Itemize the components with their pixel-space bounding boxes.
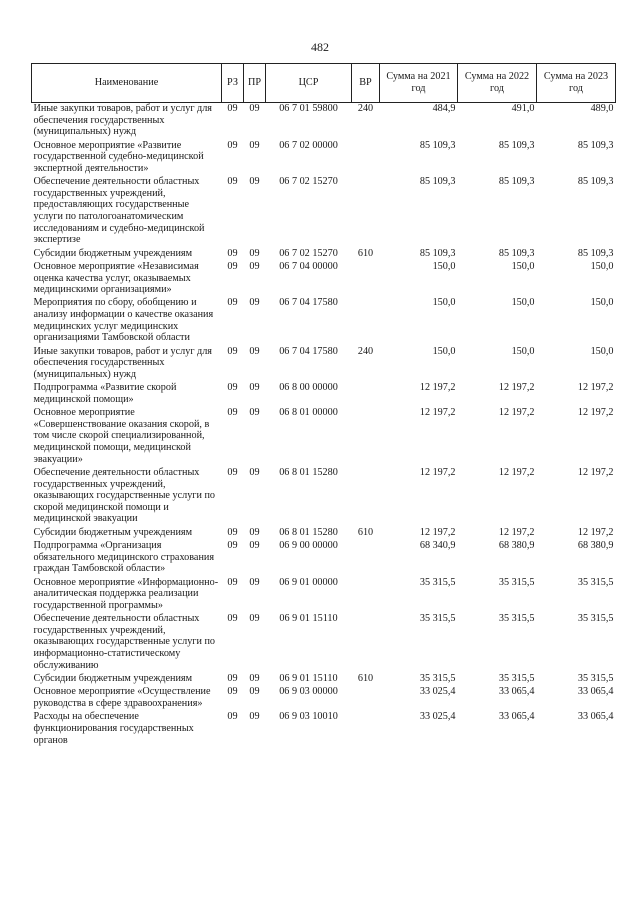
cell-csr: 06 9 01 00000 bbox=[279, 576, 338, 588]
cell-sum-2023: 489,0 bbox=[590, 103, 614, 114]
cell-csr: 06 9 00 00000 bbox=[279, 540, 338, 552]
cell-pr: 09 bbox=[249, 466, 260, 478]
table-header bbox=[32, 64, 616, 103]
cell-vr bbox=[352, 261, 380, 298]
cell-csr: 06 8 01 15280 bbox=[279, 526, 338, 538]
cell-vr: 610 bbox=[357, 673, 374, 685]
cell-csr: 06 8 01 15280 bbox=[279, 466, 338, 478]
cell-vr bbox=[352, 176, 380, 247]
cell-sum-2021: 35 315,5 bbox=[419, 613, 456, 625]
cell-rz: 09 bbox=[227, 711, 238, 723]
cell-sum-2023: 35 315,5 bbox=[577, 576, 614, 588]
cell-name: Основное мероприятие «Осуществление руководства в сфере здравоохранения» bbox=[33, 686, 211, 710]
cell-sum-2021: 12 197,2 bbox=[419, 407, 456, 419]
cell-csr: 06 9 03 10010 bbox=[279, 711, 338, 723]
cell-name: Расходы на обеспечение функционирования государственных органов bbox=[33, 711, 194, 746]
cell-rz: 09 bbox=[227, 345, 238, 357]
cell-sum-2022: 85 109,3 bbox=[498, 139, 535, 151]
table-body bbox=[32, 103, 616, 749]
table-row bbox=[32, 711, 616, 748]
cell-vr: 610 bbox=[357, 247, 374, 259]
cell-sum-2021: 12 197,2 bbox=[419, 526, 456, 538]
cell-name: Обеспечение деятельности областных государственных учреждений, предоставляющих государственные услуги по патологоанатомическим исследованиям и судебно-медицинской экспертизе bbox=[33, 176, 205, 246]
cell-pr: 09 bbox=[249, 176, 260, 188]
cell-sum-2021: 85 109,3 bbox=[419, 176, 456, 188]
cell-sum-2021: 484,9 bbox=[432, 103, 456, 114]
cell-sum-2021: 12 197,2 bbox=[419, 382, 456, 394]
cell-rz: 09 bbox=[227, 176, 238, 188]
table-row bbox=[32, 261, 616, 298]
header-sum-2022: Сумма на 2022 год bbox=[458, 64, 537, 103]
table-row bbox=[32, 577, 616, 614]
header-sum-2021: Сумма на 2021 год bbox=[380, 64, 458, 103]
cell-sum-2022: 35 315,5 bbox=[498, 576, 535, 588]
cell-csr: 06 8 01 00000 bbox=[279, 407, 338, 419]
cell-name: Основное мероприятие «Информационно-аналитическая поддержка реализации государственной программы» bbox=[33, 576, 219, 611]
cell-pr: 09 bbox=[249, 345, 260, 357]
cell-csr: 06 9 03 00000 bbox=[279, 686, 338, 698]
cell-vr bbox=[352, 577, 380, 614]
cell-name: Основное мероприятие «Развитие государственной судебно-медицинской экспертной деятельности» bbox=[33, 139, 204, 174]
cell-sum-2023: 12 197,2 bbox=[577, 466, 614, 478]
cell-sum-2022: 33 065,4 bbox=[498, 711, 535, 723]
cell-name: Подпрограмма «Развитие скорой медицинской помощи» bbox=[33, 382, 177, 405]
cell-sum-2023: 35 315,5 bbox=[577, 673, 614, 685]
cell-sum-2023: 33 065,4 bbox=[577, 686, 614, 698]
cell-vr bbox=[352, 686, 380, 711]
table-row bbox=[32, 467, 616, 527]
cell-pr: 09 bbox=[249, 613, 260, 625]
cell-sum-2022: 150,0 bbox=[511, 297, 535, 309]
cell-name: Иные закупки товаров, работ и услуг для обеспечения государственных (муниципальных) нужд bbox=[33, 345, 212, 380]
cell-rz: 09 bbox=[227, 382, 238, 394]
cell-name: Иные закупки товаров, работ и услуг для обеспечения государственных (муниципальных) нужд bbox=[33, 103, 212, 138]
cell-pr: 09 bbox=[249, 247, 260, 259]
cell-csr: 06 7 02 00000 bbox=[279, 139, 338, 151]
cell-sum-2023: 150,0 bbox=[590, 260, 614, 272]
cell-sum-2021: 85 109,3 bbox=[419, 247, 456, 259]
cell-rz: 09 bbox=[227, 540, 238, 552]
cell-csr: 06 7 01 59800 bbox=[279, 103, 338, 114]
cell-csr: 06 7 02 15270 bbox=[279, 247, 338, 259]
cell-rz: 09 bbox=[227, 576, 238, 588]
cell-name: Обеспечение деятельности областных государственных учреждений, оказывающих государственные услуги по информационно-статистическому обслуживанию bbox=[33, 613, 216, 671]
cell-vr: 240 bbox=[357, 103, 374, 114]
cell-vr bbox=[352, 297, 380, 345]
cell-rz: 09 bbox=[227, 673, 238, 685]
cell-sum-2022: 35 315,5 bbox=[498, 673, 535, 685]
table-row bbox=[32, 103, 616, 140]
cell-sum-2022: 150,0 bbox=[511, 345, 535, 357]
cell-rz: 09 bbox=[227, 139, 238, 151]
cell-vr bbox=[352, 711, 380, 748]
table-row bbox=[32, 407, 616, 467]
table-row bbox=[32, 297, 616, 345]
cell-rz: 09 bbox=[227, 407, 238, 419]
cell-csr: 06 7 04 00000 bbox=[279, 260, 338, 272]
cell-sum-2023: 85 109,3 bbox=[577, 176, 614, 188]
cell-sum-2022: 12 197,2 bbox=[498, 407, 535, 419]
table-row bbox=[32, 248, 616, 261]
cell-name: Подпрограмма «Организация обязательного медицинского страхования граждан Тамбовской области» bbox=[33, 540, 215, 575]
cell-sum-2023: 12 197,2 bbox=[577, 407, 614, 419]
table-row bbox=[32, 613, 616, 673]
cell-pr: 09 bbox=[249, 103, 260, 114]
cell-name: Субсидии бюджетным учреждениям bbox=[33, 247, 193, 259]
cell-sum-2022: 12 197,2 bbox=[498, 382, 535, 394]
table-row bbox=[32, 140, 616, 177]
header-rz: РЗ bbox=[222, 64, 244, 103]
cell-sum-2022: 85 109,3 bbox=[498, 247, 535, 259]
table-row bbox=[32, 346, 616, 383]
cell-sum-2023: 150,0 bbox=[590, 345, 614, 357]
cell-rz: 09 bbox=[227, 103, 238, 114]
cell-name: Основное мероприятие «Совершенствование оказания скорой, в том числе скорой специализированной, медицинской помощи, медицинской эвакуации» bbox=[33, 407, 210, 465]
cell-sum-2021: 33 025,4 bbox=[419, 711, 456, 723]
cell-sum-2023: 68 380,9 bbox=[577, 540, 614, 552]
cell-rz: 09 bbox=[227, 297, 238, 309]
cell-pr: 09 bbox=[249, 711, 260, 723]
cell-rz: 09 bbox=[227, 466, 238, 478]
cell-sum-2022: 12 197,2 bbox=[498, 466, 535, 478]
cell-sum-2021: 85 109,3 bbox=[419, 139, 456, 151]
cell-sum-2022: 35 315,5 bbox=[498, 613, 535, 625]
cell-sum-2021: 150,0 bbox=[432, 345, 456, 357]
cell-rz: 09 bbox=[227, 613, 238, 625]
cell-name: Субсидии бюджетным учреждениям bbox=[33, 673, 193, 685]
header-csr: ЦСР bbox=[266, 64, 352, 103]
table-row bbox=[32, 540, 616, 577]
cell-csr: 06 7 04 17580 bbox=[279, 345, 338, 357]
cell-name: Мероприятия по сбору, обобщению и анализу информации о качестве оказания медицинских услуг медицинских организациями Тамбовской области bbox=[33, 297, 214, 344]
cell-rz: 09 bbox=[227, 526, 238, 538]
header-vr: ВР bbox=[352, 64, 380, 103]
cell-sum-2021: 33 025,4 bbox=[419, 686, 456, 698]
table-row bbox=[32, 686, 616, 711]
cell-vr bbox=[352, 540, 380, 577]
cell-sum-2022: 85 109,3 bbox=[498, 176, 535, 188]
cell-pr: 09 bbox=[249, 260, 260, 272]
cell-pr: 09 bbox=[249, 526, 260, 538]
cell-rz: 09 bbox=[227, 247, 238, 259]
cell-name: Обеспечение деятельности областных государственных учреждений, оказывающих государственные услуги по скорой медицинской помощи и медицинской эвакуации bbox=[33, 466, 216, 525]
cell-sum-2023: 150,0 bbox=[590, 297, 614, 309]
cell-sum-2021: 35 315,5 bbox=[419, 673, 456, 685]
cell-sum-2021: 150,0 bbox=[432, 260, 456, 272]
cell-sum-2023: 85 109,3 bbox=[577, 139, 614, 151]
cell-vr bbox=[352, 467, 380, 527]
cell-sum-2021: 68 340,9 bbox=[419, 540, 456, 552]
cell-vr bbox=[352, 407, 380, 467]
cell-sum-2022: 12 197,2 bbox=[498, 526, 535, 538]
cell-sum-2022: 68 380,9 bbox=[498, 540, 535, 552]
header-pr: ПР bbox=[244, 64, 266, 103]
cell-pr: 09 bbox=[249, 382, 260, 394]
table-row bbox=[32, 527, 616, 540]
cell-sum-2023: 35 315,5 bbox=[577, 613, 614, 625]
cell-sum-2022: 33 065,4 bbox=[498, 686, 535, 698]
cell-pr: 09 bbox=[249, 540, 260, 552]
budget-table bbox=[31, 63, 616, 748]
cell-sum-2023: 85 109,3 bbox=[577, 247, 614, 259]
cell-csr: 06 7 02 15270 bbox=[279, 176, 338, 188]
header-sum-2023: Сумма на 2023 год bbox=[537, 64, 616, 103]
table-row bbox=[32, 176, 616, 247]
cell-vr: 610 bbox=[357, 526, 374, 538]
cell-rz: 09 bbox=[227, 686, 238, 698]
cell-name: Субсидии бюджетным учреждениям bbox=[33, 526, 193, 538]
cell-sum-2022: 491,0 bbox=[511, 103, 535, 114]
header-name: Наименование bbox=[32, 64, 222, 103]
cell-sum-2023: 33 065,4 bbox=[577, 711, 614, 723]
cell-name: Основное мероприятие «Независимая оценка качества услуг, оказываемых медицинскими организациями» bbox=[33, 260, 199, 296]
cell-sum-2023: 12 197,2 bbox=[577, 382, 614, 394]
page-number: 482 bbox=[311, 40, 329, 54]
cell-sum-2021: 150,0 bbox=[432, 297, 456, 309]
cell-vr bbox=[352, 382, 380, 407]
cell-sum-2022: 150,0 bbox=[511, 260, 535, 272]
table-row bbox=[32, 673, 616, 686]
cell-csr: 06 8 00 00000 bbox=[279, 382, 338, 394]
cell-pr: 09 bbox=[249, 576, 260, 588]
cell-pr: 09 bbox=[249, 297, 260, 309]
cell-pr: 09 bbox=[249, 686, 260, 698]
cell-pr: 09 bbox=[249, 139, 260, 151]
cell-csr: 06 9 01 15110 bbox=[279, 673, 338, 685]
cell-vr bbox=[352, 613, 380, 673]
cell-sum-2021: 35 315,5 bbox=[419, 576, 456, 588]
cell-vr bbox=[352, 140, 380, 177]
cell-csr: 06 9 01 15110 bbox=[279, 613, 338, 625]
cell-sum-2023: 12 197,2 bbox=[577, 526, 614, 538]
cell-vr: 240 bbox=[357, 345, 374, 357]
cell-pr: 09 bbox=[249, 407, 260, 419]
table-row bbox=[32, 382, 616, 407]
cell-pr: 09 bbox=[249, 673, 260, 685]
cell-sum-2021: 12 197,2 bbox=[419, 466, 456, 478]
cell-csr: 06 7 04 17580 bbox=[279, 297, 338, 309]
cell-rz: 09 bbox=[227, 260, 238, 272]
